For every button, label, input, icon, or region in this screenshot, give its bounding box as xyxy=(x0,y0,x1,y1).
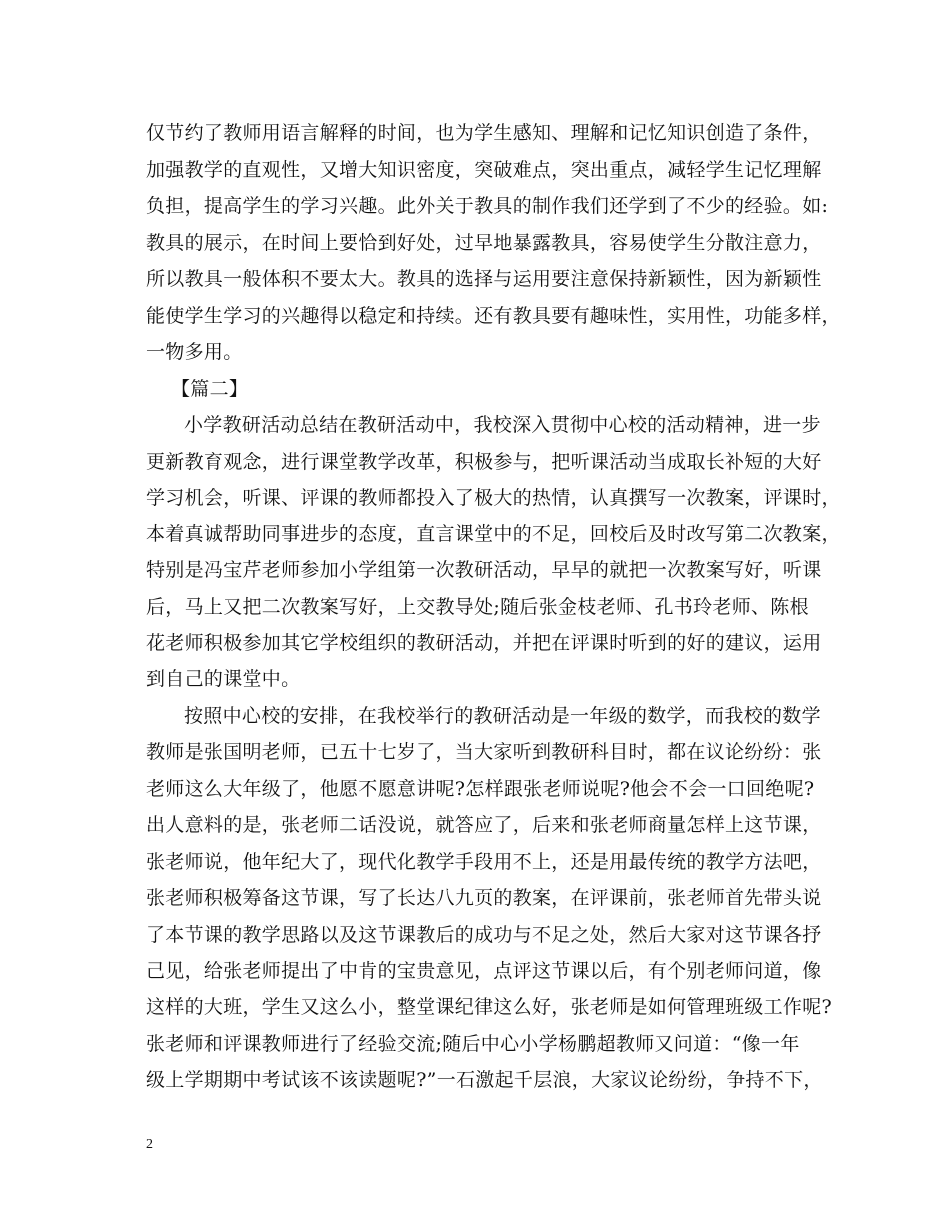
paragraph-line: 小学教研活动总结在教研活动中，我校深入贯彻中心校的活动精神，进一步 xyxy=(184,414,821,436)
paragraph-line: 更新教育观念，进行课堂教学改革，积极参与，把听课活动当成取长补短的大好 xyxy=(146,451,822,473)
paragraph-line: 张老师说，他年纪大了，现代化教学手段用不上，还是用最传统的教学方法吧， xyxy=(146,851,822,873)
paragraph-line: 一物多用。 xyxy=(146,341,243,363)
paragraph-line: 特别是冯宝芹老师参加小学组第一次教研活动，早早的就把一次教案写好，听课 xyxy=(146,559,822,581)
paragraph-line: 老师这么大年级了，他愿不愿意讲呢?怎样跟张老师说呢?他会不会一口回绝呢? xyxy=(146,778,815,800)
paragraph-line: 按照中心校的安排，在我校举行的教研活动是一年级的数学，而我校的数学 xyxy=(184,705,821,727)
paragraph-line: 张老师积极筹备这节课，写了长达八九页的教案，在评课前，张老师首先带头说 xyxy=(146,887,822,909)
paragraph-line: 级上学期期中考试该不该读题呢?”一石激起千层浪，大家议论纷纷，争持不下， xyxy=(146,1069,823,1091)
paragraph-line: 张老师和评课教师进行了经验交流;随后中心小学杨鹏超教师又问道：“像一年 xyxy=(146,1033,800,1055)
paragraph-line: 出人意料的是，张老师二话没说，就答应了，后来和张老师商量怎样上这节课， xyxy=(146,814,822,836)
paragraph-line: 能使学生学习的兴趣得以稳定和持续。还有教具要有趣味性，实用性，功能多样， xyxy=(146,305,841,327)
paragraph-line: 到自己的课堂中。 xyxy=(146,668,301,690)
paragraph-line: 仅节约了教师用语言解释的时间，也为学生感知、理解和记忆知识创造了条件， xyxy=(146,122,822,144)
paragraph-line: 花老师积极参加其它学校组织的教研活动，并把在评课时听到的好的建议，运用 xyxy=(146,632,822,654)
paragraph-line: 己见，给张老师提出了中肯的宝贵意见，点评这节课以后，有个别老师问道，像 xyxy=(146,960,822,982)
paragraph-line: 所以教具一般体积不要太大。教具的选择与运用要注意保持新颖性，因为新颖性 xyxy=(146,268,822,290)
paragraph-line: 本着真诚帮助同事进步的态度，直言课堂中的不足，回校后及时改写第二次教案， xyxy=(146,523,841,545)
paragraph-line: 教具的展示，在时间上要恰到好处，过早地暴露教具，容易使学生分散注意力， xyxy=(146,232,822,254)
paragraph-line: 学习机会，听课、评课的教师都投入了极大的热情，认真撰写一次教案，评课时， xyxy=(146,487,841,509)
paragraph-line: 教师是张国明老师，已五十七岁了，当大家听到教研科目时，都在议论纷纷：张 xyxy=(146,741,822,763)
paragraph-line: 加强教学的直观性，又增大知识密度，突破难点，突出重点，减轻学生记忆理解 xyxy=(146,159,822,181)
paragraph-line: 了本节课的教学思路以及这节课教后的成功与不足之处，然后大家对这节课各抒 xyxy=(146,924,822,946)
paragraph-line: 这样的大班，学生又这么小，整堂课纪律这么好，张老师是如何管理班级工作呢? xyxy=(146,996,832,1018)
section-heading: 【篇二】 xyxy=(171,378,249,400)
paragraph-line: 负担，提高学生的学习兴趣。此外关于教具的制作我们还学到了不少的经验。如: xyxy=(146,195,829,217)
page-number: 2 xyxy=(146,1137,153,1152)
paragraph-line: 后，马上又把二次教案写好，上交教导处;随后张金枝老师、孔书玲老师、陈根 xyxy=(146,596,809,618)
